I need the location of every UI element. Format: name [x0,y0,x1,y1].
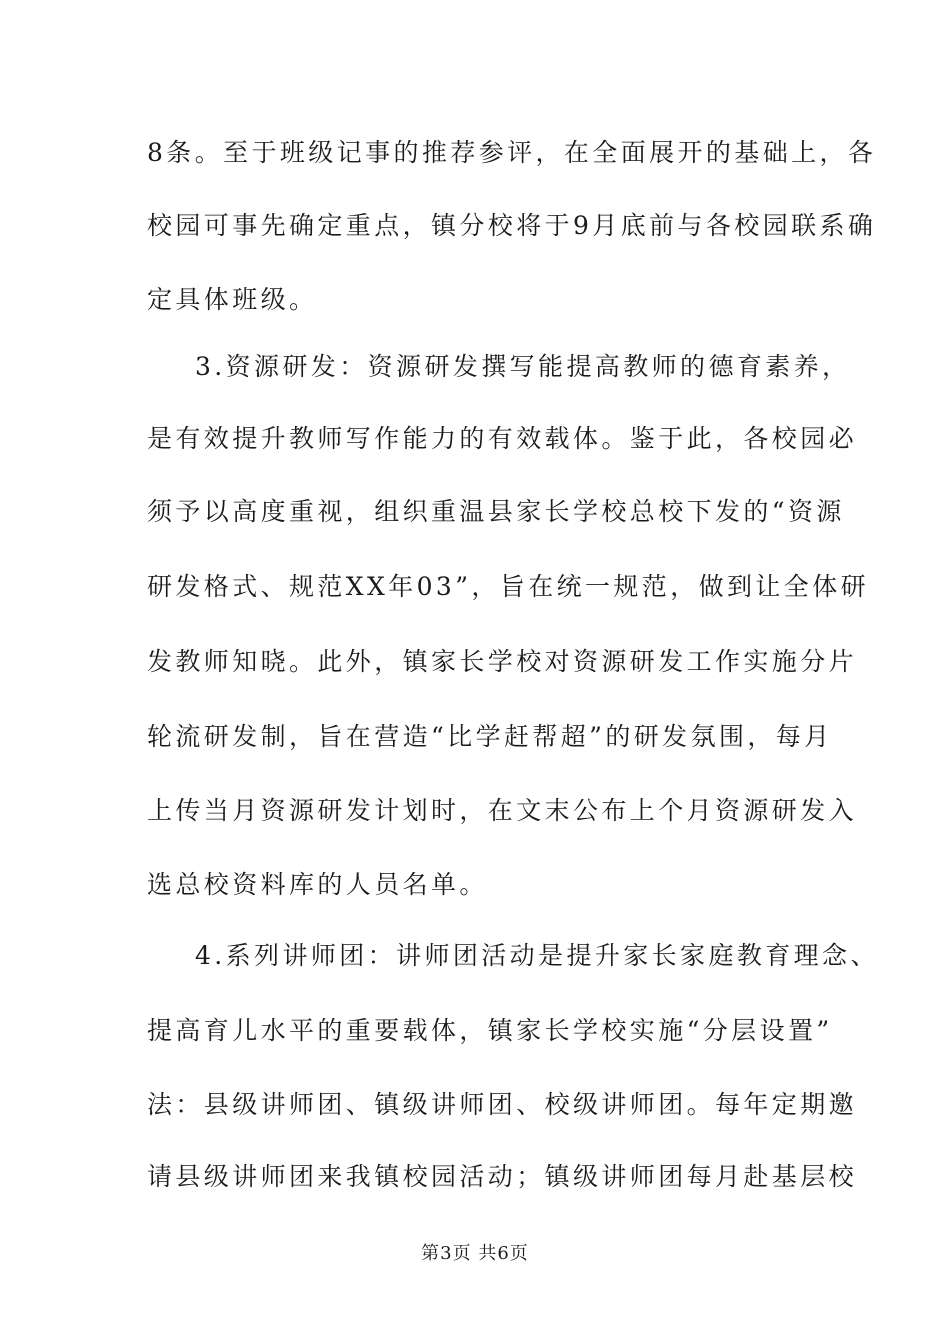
body-text-line: 是有效提升教师写作能力的有效载体。鉴于此，各校园必 [147,424,858,453]
body-text-line: 请县级讲师团来我镇校园活动；镇级讲师团每月赴基层校 [147,1162,858,1191]
body-text-line: 发教师知晓。此外，镇家长学校对资源研发工作实施分片 [147,647,858,676]
body-text-line: 上传当月资源研发计划时，在文末公布上个月资源研发入 [147,796,858,825]
body-text-line: 4.系列讲师团：讲师团活动是提升家长家庭教育理念、 [195,941,879,970]
body-text-line: 须予以高度重视，组织重温县家长学校总校下发的“资源 [147,497,845,526]
body-text-line: 研发格式、规范XX年03”，旨在统一规范，做到让全体研 [147,572,869,601]
body-text-line: 法：县级讲师团、镇级讲师团、校级讲师团。每年定期邀 [147,1090,858,1119]
body-text-line: 3.资源研发：资源研发撰写能提高教师的德育素养， [195,352,851,381]
body-text-line: 轮流研发制，旨在营造“比学赶帮超”的研发氛围，每月 [147,722,833,751]
body-text-line: 提高育儿水平的重要载体，镇家长学校实施“分层设置” [147,1016,833,1045]
body-text-line: 校园可事先确定重点，镇分校将于9月底前与各校园联系确 [147,211,877,240]
page-number-footer: 第3页 共6页 [421,1243,529,1264]
body-text-line: 选总校资料库的人员名单。 [147,870,488,899]
body-text-line: 定具体班级。 [147,285,318,314]
body-text-line: 8条。至于班级记事的推荐参评，在全面展开的基础上，各 [147,138,877,167]
